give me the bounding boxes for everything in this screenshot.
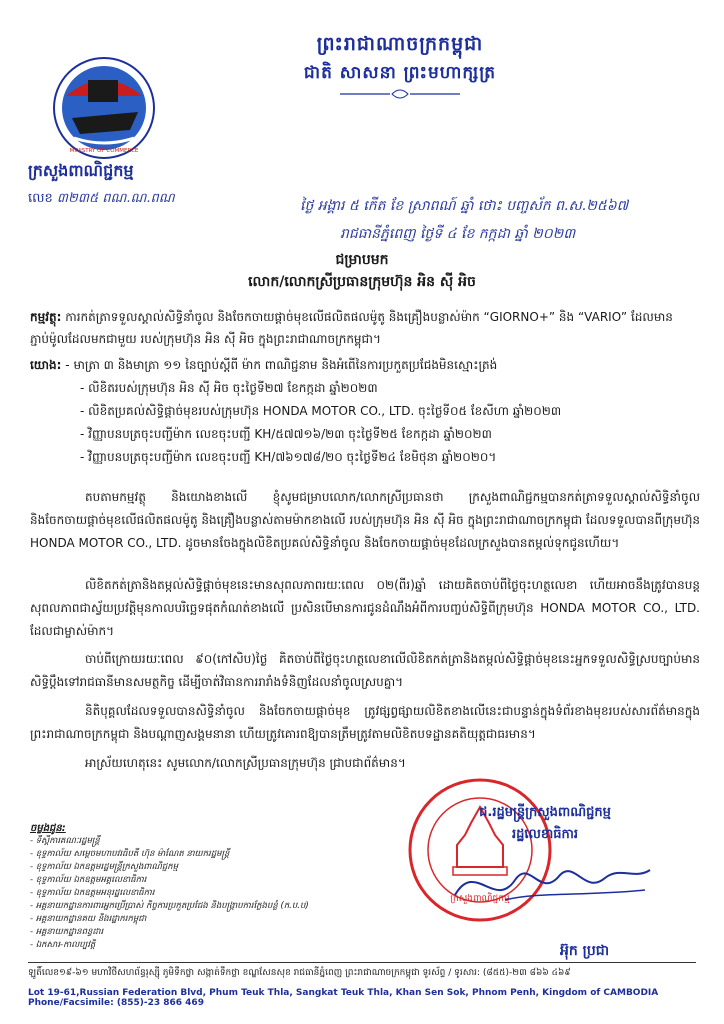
cc-list <box>30 822 330 952</box>
cc-item: - អគ្គនាយកដ្ឋានការពារអ្នកប្រើប្រាស់ កិច្ចការប្រកួតប្រជែង និងបង្ក្រាបការក្លែងបន្លំ (ក.ប.ប) <box>30 901 309 911</box>
motto: ជាតិ សាសនា ព្រះមហាក្សត្រ <box>303 63 497 83</box>
handwritten-signature-icon <box>445 840 665 920</box>
ministry-logo-icon <box>52 56 156 160</box>
cc-item: - ខុទ្ទកាល័យ ឯកឧត្តមរដ្ឋមន្ត្រីក្រសួងពាណិជ្ជកម្ម <box>30 862 179 872</box>
ministry-name: ក្រសួងពាណិជ្ជកម្ម <box>28 161 134 180</box>
cc-item: - អគ្គនាយកដ្ឋានគយ និងរដ្ឋាករកម្ពុជា <box>30 914 147 924</box>
reference-label: លេខ <box>28 191 53 206</box>
cc-item: - ខុទ្ទកាល័យ ឯកឧត្តមអគ្គលេខាធិការ <box>30 875 147 885</box>
cc-item: - ខុទ្ទកាល័យ សម្តេចមហាបវរធិបតី ហ៊ុន ម៉ាណែត នាយករដ្ឋមន្ត្រី <box>30 849 230 859</box>
letter-heading: ជម្រាបមក <box>335 252 389 268</box>
solar-date: រាជធានីភ្នំពេញ ថ្ងៃទី ៤ ខែ កក្កដា ឆ្នាំ ២០២៣ <box>340 226 576 242</box>
seal-text: ក្រសួងពាណិជ្ជកម្ម <box>450 894 510 904</box>
signer-role-line2: រដ្ឋលេខាធិការ <box>511 827 578 842</box>
body-paragraph: និតិបុគ្គលដែលទទួលបានសិទ្ធិនាំចូល និងចែកចាយផ្តាច់មុខ ត្រូវផ្សព្វផ្សាយលិខិតខាងលើនេះជាបន្ទាន់ក្នុងទំព័រខាងមុខរបស់សារព័ត៌មានក្នុងព្រះរាជាណាចក្រកម្ពុជា និងបណ្តាញសង្គមនានា ហើយត្រូវគោរពឱ្យបានត្រឹមត្រូវតាមលិខិតបទដ្ឋានគតិយុត្តជាធរមាន។ <box>30 704 700 741</box>
body-paragraph: លិខិតកត់ត្រានិងតម្កល់សិទ្ធិផ្តាច់មុខនេះមានសុពលភាពរយៈពេល ០២(ពីរ)ឆ្នាំ ដោយគិតចាប់ពីថ្ងៃចុះហត្ថលេខា ហើយអាចនឹងត្រូវបានបន្តសុពលភាពជាស្វ័យប្រវត្តិមុនកាលបរិច្ឆេទផុតកំណត់ខាងលើ ប្រសិនបើមានការជូនដំណឹងអំពីការបញ្ចប់សិទ្ធិពីក្រុមហ៊ុន HONDA MOTOR CO., LTD. ដែលជាម្ចាស់ម៉ាក។ <box>30 578 700 638</box>
subject-block <box>30 306 690 350</box>
lunar-date: ថ្ងៃ អង្គារ ៥ កើត ខែ ស្រាពណ៍ ឆ្នាំ ថោះ បញ្ចស័ក ព.ស.២៥៦៧ <box>300 198 629 214</box>
cc-item: - ឯកសារ-កាលប្បវត្តិ <box>30 940 96 950</box>
cc-item: - អគ្គនាយកដ្ឋានពន្ធដារ <box>30 927 104 937</box>
body-paragraph: តបតាមកម្មវត្ថុ និងយោងខាងលើ ខ្ញុំសូមជម្រាបលោក/លោកស្រីប្រធានថា ក្រសួងពាណិជ្ជកម្មបានកត់ត្រាទទួលស្គាល់សិទ្ធិនាំចូល និងចែកចាយផ្តាច់មុខលើផលិតផលម៉ូតូ និងគ្រឿងបន្លាស់តាមម៉ាកខាងលើ របស់ក្រុមហ៊ុន អិន ស៊ី អិច ក្នុងព្រះរាជាណាចក្រកម្ពុជា ដែលទទួលបានពីក្រុមហ៊ុន HONDA MOTOR CO., LTD. ដូចមានចែងក្នុងលិខិតប្រគល់សិទ្ធិនាំចូល និងចែកចាយផ្តាច់មុខដែលក្រសួងបានតម្កល់ទុកជូនហើយ។ <box>30 490 700 550</box>
body-paragraph: ចាប់ពីក្រោយរយៈពេល ៩០(កៅសិប)ថ្ងៃ គិតចាប់ពីថ្ងៃចុះហត្ថលេខាលើលិខិតកត់ត្រានិងតម្កល់សិទ្ធិផ្តាច់មុខនេះអ្នកទទួលសិទ្ធិស្របច្បាប់មានសិទ្ធិប្តឹងទៅរាជធានីមានសមត្ថកិច្ច ដើម្បីចាត់វិធានការរារាំងទំនិញដែលនាំចូលស្របគ្នា។ <box>30 652 700 689</box>
footer-address-english: Lot 19-61,Russian Federation Blvd, Phum Teuk Thla, Sangkat Teuk Thla, Khan Sen Sok, Phnom Penh, Kingdom of CAMBODIA Phone/Facsimile: (855)-23 866 469 <box>28 988 659 1008</box>
reference-value: ៣២៣៥ ពណ.ណ.ពណ <box>56 191 175 206</box>
footer-address-khmer: ឡូតិ៍លេខ១៩-៦១ មហាវិថីសហព័ន្ធរុស្ស៊ី ភូមិទឹកថ្លា សង្កាត់ទឹកថ្លា ខណ្ឌសែនសុខ រាជធានីភ្នំពេញ ព្រះរាជាណាចក្រកម្ពុជា ទូរស័ព្ទ / ទូរសារ: (៨៥៥)-២៣ ៨៦៦ ៤៦៩ <box>28 968 571 978</box>
subject-label: កម្មវត្ថុ: <box>30 310 62 324</box>
reference-number <box>28 190 175 209</box>
references-label: យោង: <box>30 358 62 372</box>
closing-paragraph: អាស្រ័យហេតុនេះ សូមលោក/លោកស្រីប្រធានក្រុមហ៊ុន ជ្រាបជាព័ត៌មាន។ <box>85 756 406 770</box>
reference-item: - មាត្រា ៣ និងមាត្រា ១១ នៃច្បាប់ស្តីពី ម៉ាក ពាណិជ្ជនាម និងអំពើនៃការប្រកួតប្រជែងមិនស្មោះត្រង់ <box>65 358 498 372</box>
signer-name: អ៊ុក ប្រជា <box>560 943 610 959</box>
reference-item: - លិខិតរបស់ក្រុមហ៊ុន អិន ស៊ី អិច ចុះថ្ងៃទី២៧ ខែកក្កដា ឆ្នាំ២០២៣ <box>80 381 378 395</box>
footer-divider <box>28 962 696 963</box>
reference-item: - វិញ្ញាបនបត្រចុះបញ្ជីម៉ាក លេខចុះបញ្ជី KH/៥៧៧១៦/២៣ ចុះថ្ងៃទី២៥ ខែកក្កដា ឆ្នាំ២០២៣ <box>80 427 492 441</box>
ornament-divider <box>330 88 470 100</box>
subject-text: ការកត់ត្រាទទួលស្គាល់សិទ្ធិនាំចូល និងចែកចាយផ្តាច់មុខលើផលិតផលម៉ូតូ និងគ្រឿងបន្លាស់ម៉ាក “GIORNO+” និង “VARIO” ដែលមានភ្ជាប់ម៉ូលដែលមកជាមួយ របស់ក្រុមហ៊ុន អិន ស៊ី អិច ក្នុងព្រះរាជាណាចក្រកម្ពុជា។ <box>30 310 673 346</box>
cc-item: - ទីស្តីការគណៈរដ្ឋមន្ត្រី <box>30 836 100 846</box>
signer-role-line1: ជ.រដ្ឋមន្ត្រីក្រសួងពាណិជ្ជកម្ម <box>479 805 611 820</box>
letter-recipient: លោក/លោកស្រីប្រធានក្រុមហ៊ុន អិន ស៊ី អិច <box>248 274 476 290</box>
logo-caption: MINISTRY OF COMMERCE <box>69 148 139 154</box>
reference-item: - វិញ្ញាបនបត្រចុះបញ្ជីម៉ាក លេខចុះបញ្ជី KH/៧៦១៧៨/២០ ចុះថ្ងៃទី២៤ ខែមិថុនា ឆ្នាំ២០២០។ <box>80 450 497 464</box>
reference-item: - លិខិតប្រគល់សិទ្ធិផ្តាច់មុខរបស់ក្រុមហ៊ុន HONDA MOTOR CO., LTD. ចុះថ្ងៃទី០៥ ខែសីហា ឆ្នាំ២០២៣ <box>80 404 562 418</box>
cc-title: ចម្លងជូន: <box>30 823 66 834</box>
kingdom-title: ព្រះរាជាណាចក្រកម្ពុជា <box>316 33 484 55</box>
references-block <box>30 354 700 469</box>
cc-item: - ខុទ្ទកាល័យ ឯកឧត្តមអនុរដ្ឋលេខាធិការ <box>30 888 155 898</box>
